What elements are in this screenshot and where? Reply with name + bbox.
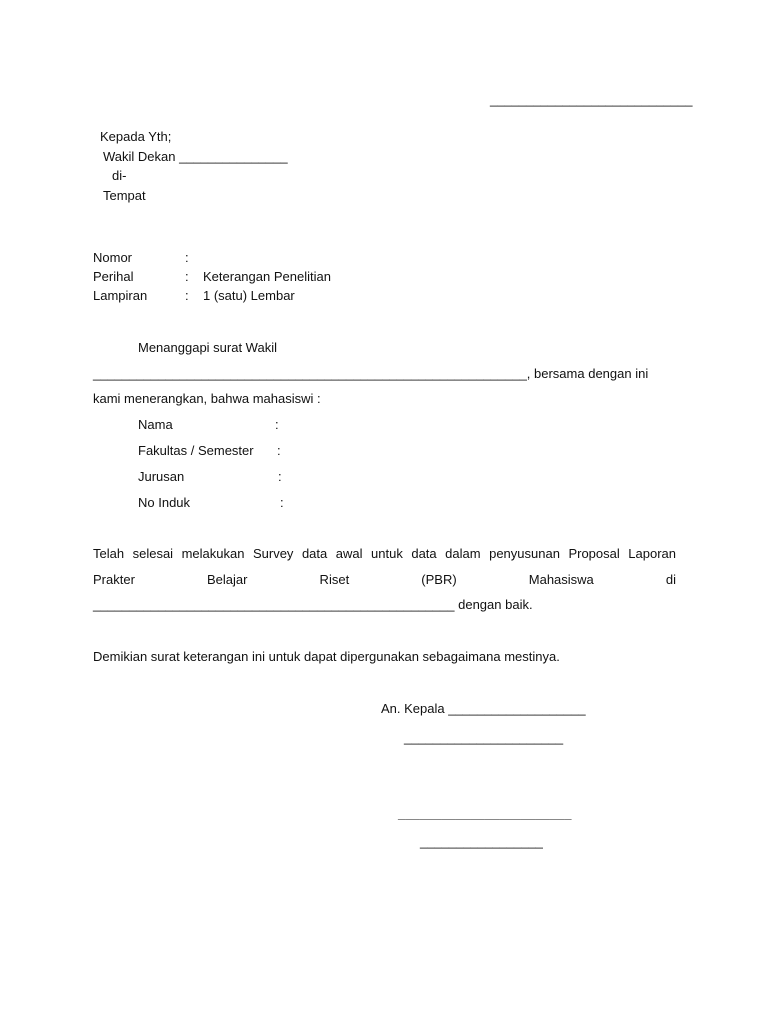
info-label-perihal: Perihal <box>93 269 134 284</box>
field-label-fakultas-semester: Fakultas / Semester <box>138 443 254 458</box>
opening-line-3: kami menerangkan, bahwa mahasiswi : <box>93 391 321 406</box>
info-separator: : <box>185 288 189 303</box>
info-separator: : <box>185 250 189 265</box>
info-separator: : <box>185 269 189 284</box>
opening-line-2: ____________________________________________________________, bersama dengan ini <box>93 366 649 381</box>
signature-id-blank: _________________ <box>420 834 543 849</box>
field-label-nama: Nama <box>138 417 173 432</box>
info-label-lampiran: Lampiran <box>93 288 148 303</box>
field-label-no-induk: No Induk <box>138 495 191 510</box>
date-blank-line: ____________________________ <box>490 92 693 107</box>
field-separator: : <box>280 495 284 510</box>
field-separator: : <box>277 443 281 458</box>
info-value-perihal: Keterangan Penelitian <box>203 269 331 284</box>
info-label-nomor: Nomor <box>93 250 133 265</box>
recipient-salutation: Kepada Yth; <box>100 129 172 144</box>
statement-line-3: __________________________________________________ dengan baik. <box>93 597 533 612</box>
opening-line-1: Menanggapi surat Wakil <box>138 340 277 355</box>
signature-title: An. Kepala ___________________ <box>381 701 586 716</box>
recipient-at: di- <box>112 168 127 183</box>
signature-position-blank: ______________________ <box>404 730 564 745</box>
info-value-lampiran: 1 (satu) Lembar <box>203 288 295 303</box>
statement-line-2: Prakter Belajar Riset (PBR) Mahasiswa di <box>93 572 676 587</box>
field-label-jurusan: Jurusan <box>138 469 185 484</box>
field-separator: : <box>278 469 282 484</box>
statement-line-1: Telah selesai melakukan Survey data awal untuk data dalam penyusunan Proposal Laporan <box>93 546 676 561</box>
recipient-place: Tempat <box>103 188 146 203</box>
closing-sentence: Demikian surat keterangan ini untuk dapat dipergunakan sebagaimana mestinya. <box>93 649 560 664</box>
recipient-addressee: Wakil Dekan _______________ <box>103 149 288 164</box>
signature-name-blank: ________________________ <box>398 806 572 821</box>
field-separator: : <box>275 417 279 432</box>
